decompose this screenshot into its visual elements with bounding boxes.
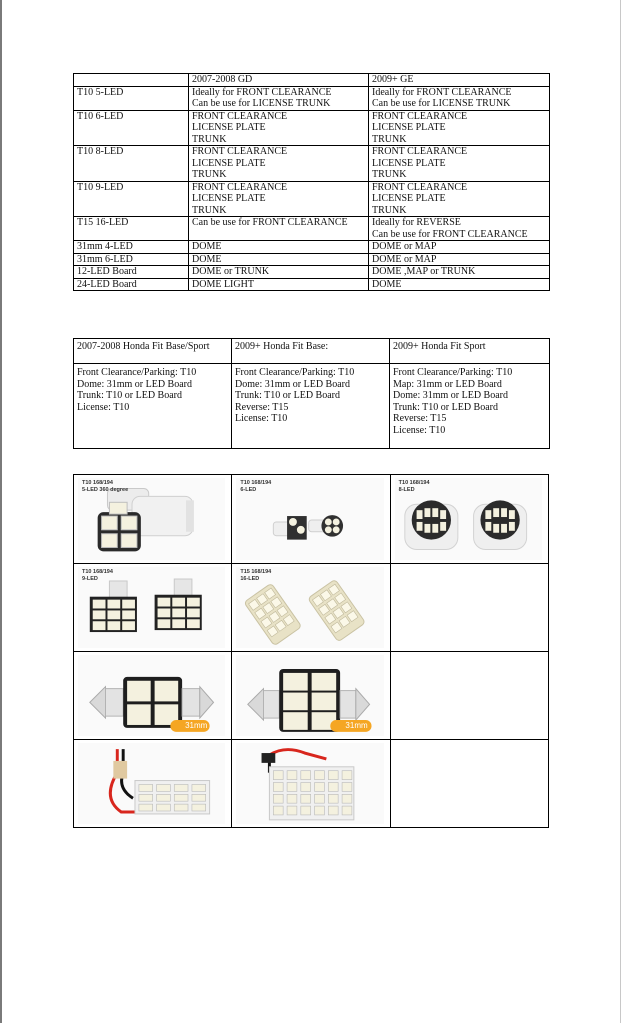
photo-cell-t10-8led [390, 475, 548, 564]
table-row [74, 146, 550, 182]
usage-line: FRONT CLEARANCE [192, 181, 288, 193]
usage-line: Ideally for FRONT CLEARANCE [372, 86, 512, 98]
table-row [74, 241, 550, 254]
model-spec-line: Reverse: T15 [393, 413, 447, 424]
model-spec-line: Map: 31mm or LED Board [393, 378, 502, 390]
header-cell-blank [74, 74, 189, 87]
model-spec-line: Front Clearance/Parking: T10 [77, 367, 197, 378]
caption-line: T15 168/194 [240, 569, 272, 575]
table-row [74, 278, 550, 291]
gd-usage-cell [189, 217, 369, 241]
model-spec-line: License: T10 [235, 413, 288, 424]
caption-line: T10 168/194 [240, 480, 272, 486]
usage-line: DOME or TRUNK [192, 266, 270, 277]
usage-line: DOME [192, 253, 222, 265]
photo-cell-t10-9led [74, 564, 232, 652]
model-spec-line: Dome: 31mm or LED Board [77, 378, 192, 390]
bulb-type-cell: T10 8-LED [74, 146, 189, 182]
photo-t10-6led [236, 478, 383, 560]
gd-usage-cell [189, 253, 369, 266]
usage-line: Ideally for REVERSE [372, 217, 461, 228]
model-header-row [74, 339, 550, 364]
model-cell-2009-sport [390, 364, 550, 449]
photo-cell-empty-3 [390, 740, 548, 828]
table-row [74, 86, 550, 110]
model-spec-line: Trunk: T10 or LED Board [235, 390, 340, 401]
model-cell-2007-base-sport [74, 364, 232, 449]
usage-line: Can be use for FRONT CLEARANCE [372, 228, 528, 240]
photo-24led-board [236, 743, 383, 824]
usage-line: FRONT CLEARANCE [372, 146, 468, 157]
model-spec-line: Front Clearance/Parking: T10 [235, 367, 355, 378]
model-spec-line: Dome: 31mm or LED Board [235, 378, 350, 390]
photo-cell-t10-6led [232, 475, 390, 564]
table-header-row [74, 74, 550, 87]
ge-usage-cell [369, 146, 550, 182]
table-row [74, 266, 550, 279]
ge-usage-cell [369, 110, 550, 146]
bulb-type-cell: T15 16-LED [74, 217, 189, 241]
usage-line: DOME or MAP [372, 241, 437, 252]
photo-cell-12led-board [74, 740, 232, 828]
photo-row-1 [74, 475, 549, 564]
usage-line: LICENSE PLATE [192, 157, 266, 169]
caption-line: 8-LED [398, 487, 415, 493]
photo-cell-empty-1 [390, 564, 548, 652]
model-spec-line: Dome: 31mm or LED Board [393, 390, 508, 401]
caption-t10-8led [399, 480, 430, 494]
usage-line: TRUNK [372, 204, 407, 216]
model-cell-2009-base [232, 364, 390, 449]
bulb-compatibility-table [73, 73, 550, 291]
model-spec-line: License: T10 [77, 401, 130, 413]
ge-usage-cell [369, 181, 550, 217]
badge-31mm-b: 31mm [345, 720, 368, 730]
usage-line: TRUNK [192, 133, 227, 145]
usage-line: FRONT CLEARANCE [372, 110, 468, 122]
caption-line: T10 168/194 [398, 480, 430, 486]
ge-usage-cell [369, 253, 550, 266]
photo-t15-16led [236, 567, 383, 648]
model-spec-line: Trunk: T10 or LED Board [77, 390, 182, 401]
usage-line: FRONT CLEARANCE [192, 146, 288, 157]
photo-t10-5led [78, 478, 225, 560]
usage-line: TRUNK [192, 169, 227, 180]
usage-line: Can be use for FRONT CLEARANCE [192, 217, 348, 228]
bulb-type-cell: T10 9-LED [74, 181, 189, 217]
usage-line: DOME [372, 278, 402, 290]
caption-line: T10 168/194 [82, 480, 113, 486]
gd-usage-cell [189, 241, 369, 254]
gd-usage-cell [189, 86, 369, 110]
usage-line: DOME LIGHT [192, 278, 254, 290]
badge-31mm-a: 31mm [185, 720, 208, 730]
usage-line: LICENSE PLATE [372, 193, 446, 204]
photo-row-3 [74, 652, 549, 740]
model-spec-line: Reverse: T15 [235, 401, 289, 413]
usage-line: DOME or MAP [372, 253, 437, 265]
bulb-type-cell: 31mm 4-LED [74, 241, 189, 254]
gd-usage-cell [189, 146, 369, 182]
usage-line: FRONT CLEARANCE [192, 110, 288, 122]
bulb-type-cell: T10 5-LED [74, 86, 189, 110]
model-spec-line: Trunk: T10 or LED Board [393, 401, 498, 413]
model-header-2009-sport: 2009+ Honda Fit Sport [390, 339, 550, 364]
usage-line: Can be use for LICENSE TRUNK [192, 98, 331, 109]
usage-line: DOME [192, 241, 222, 252]
table-row [74, 110, 550, 146]
photo-row-2 [74, 564, 549, 652]
gd-usage-cell [189, 266, 369, 279]
photo-12led-board [78, 743, 225, 824]
bulb-type-cell: 31mm 6-LED [74, 253, 189, 266]
caption-line: 9-LED [82, 576, 98, 582]
photo-row-4 [74, 740, 549, 828]
usage-line: DOME ,MAP or TRUNK [372, 266, 476, 277]
usage-line: LICENSE PLATE [372, 122, 446, 133]
gd-usage-cell [189, 278, 369, 291]
caption-t10-6led [240, 480, 271, 494]
header-cell-ge: 2009+ GE [369, 74, 550, 87]
caption-line: 16-LED [240, 576, 260, 582]
photo-cell-empty-2 [390, 652, 548, 740]
caption-line: T10 168/194 [82, 569, 113, 575]
bulb-type-cell: T10 6-LED [74, 110, 189, 146]
usage-line: TRUNK [372, 169, 407, 180]
table-row [74, 253, 550, 266]
ge-usage-cell [369, 86, 550, 110]
photo-cell-31mm-6led [232, 652, 390, 740]
usage-line: LICENSE PLATE [372, 157, 446, 169]
ge-usage-cell [369, 217, 550, 241]
ge-usage-cell [369, 266, 550, 279]
model-header-2009-base: 2009+ Honda Fit Base: [232, 339, 390, 364]
photo-31mm-4led [78, 655, 225, 736]
header-cell-gd: 2007-2008 GD [189, 74, 369, 87]
ge-usage-cell [369, 278, 550, 291]
12led-board-image [78, 743, 225, 824]
usage-line: FRONT CLEARANCE [372, 181, 468, 193]
bulb-type-cell: 12-LED Board [74, 266, 189, 279]
photo-31mm-6led [236, 655, 383, 736]
photo-t10-9led [78, 567, 225, 648]
photo-cell-31mm-4led [74, 652, 232, 740]
24led-board-image [236, 743, 383, 824]
caption-line: 5-LED 360 degree [82, 487, 129, 493]
usage-line: LICENSE PLATE [192, 193, 266, 204]
usage-line: Can be use for LICENSE TRUNK [372, 98, 511, 109]
gd-usage-cell [189, 181, 369, 217]
photo-t10-8led [395, 478, 542, 560]
usage-line: Ideally for FRONT CLEARANCE [192, 86, 332, 98]
gd-usage-cell [189, 110, 369, 146]
model-header-2007-base-sport: 2007-2008 Honda Fit Base/Sport [74, 339, 232, 364]
bulb-compatibility-body [74, 74, 550, 291]
usage-line: LICENSE PLATE [192, 122, 266, 133]
photo-cell-t15-16led [232, 564, 390, 652]
photo-cell-t10-5led [74, 475, 232, 564]
model-setup-table [73, 338, 550, 449]
bulb-photo-grid [73, 474, 549, 828]
bulb-type-cell: 24-LED Board [74, 278, 189, 291]
caption-line: 6-LED [240, 487, 257, 493]
usage-line: TRUNK [192, 204, 227, 216]
page-left-edge [0, 0, 2, 1023]
table-row [74, 217, 550, 241]
caption-t15-16led [240, 569, 271, 583]
table-row [74, 181, 550, 217]
photo-cell-24led-board [232, 740, 390, 828]
model-spec-line: Front Clearance/Parking: T10 [393, 367, 513, 378]
ge-usage-cell [369, 241, 550, 254]
caption-t10-5led [82, 480, 128, 494]
model-body-row [74, 364, 550, 449]
caption-t10-9led [82, 569, 113, 583]
model-spec-line: License: T10 [393, 424, 446, 436]
usage-line: TRUNK [372, 133, 407, 145]
